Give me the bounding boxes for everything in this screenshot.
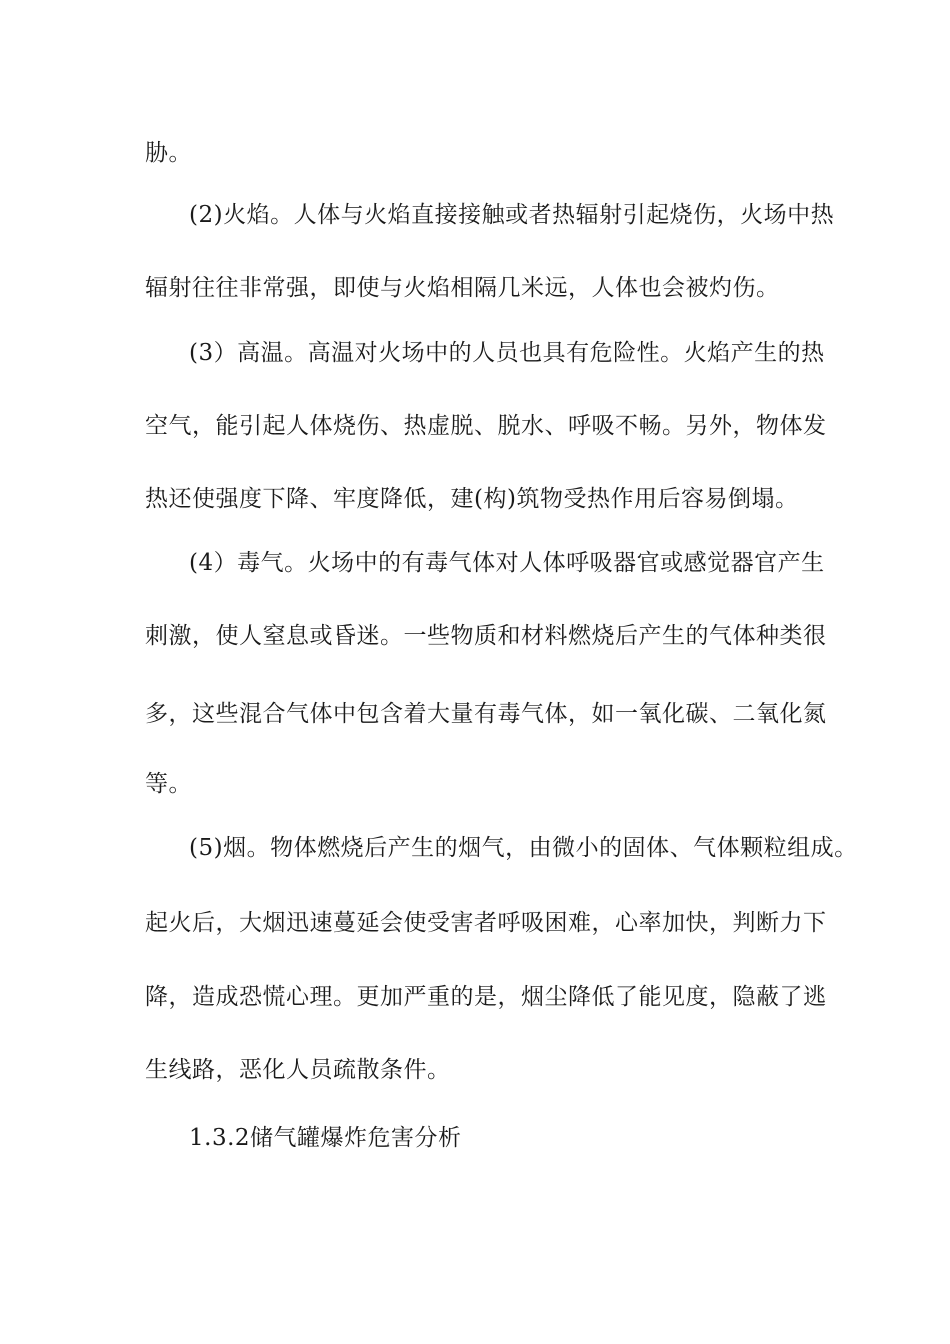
text-line-12: 起火后，大烟迅速蔓延会使受害者呼吸困难，心率加快，判断力下 bbox=[145, 910, 827, 936]
text-line-3: 辐射往往非常强，即使与火焰相隔几米远，人体也会被灼伤。 bbox=[145, 275, 780, 301]
text-line-8: 刺激，使人窒息或昏迷。一些物质和材料燃烧后产生的气体种类很 bbox=[145, 623, 827, 649]
text-line-6: 热还使强度下降、牢度降低，建(构)筑物受热作用后容易倒塌。 bbox=[145, 486, 799, 512]
text-line-1: 胁。 bbox=[145, 140, 192, 166]
text-line-10: 等。 bbox=[145, 771, 192, 797]
text-line-14: 生线路，恶化人员疏散条件。 bbox=[145, 1057, 451, 1083]
text-line-5: 空气，能引起人体烧伤、热虚脱、脱水、呼吸不畅。另外，物体发 bbox=[145, 413, 827, 439]
text-line-9: 多，这些混合气体中包含着大量有毒气体，如一氧化碳、二氧化氮 bbox=[145, 701, 827, 727]
text-line-2: (2)火焰。人体与火焰直接接触或者热辐射引起烧伤，火场中热 bbox=[189, 202, 835, 228]
text-line-13: 降，造成恐慌心理。更加严重的是，烟尘降低了能见度，隐蔽了逃 bbox=[145, 984, 827, 1010]
text-line-11: (5)烟。物体燃烧后产生的烟气，由微小的固体、气体颗粒组成。 bbox=[189, 835, 858, 861]
text-line-4: (3）高温。高温对火场中的人员也具有危险性。火焰产生的热 bbox=[189, 340, 825, 366]
section-heading: 1.3.2储气罐爆炸危害分析 bbox=[189, 1125, 462, 1151]
text-line-7: (4）毒气。火场中的有毒气体对人体呼吸器官或感觉器官产生 bbox=[189, 550, 825, 576]
